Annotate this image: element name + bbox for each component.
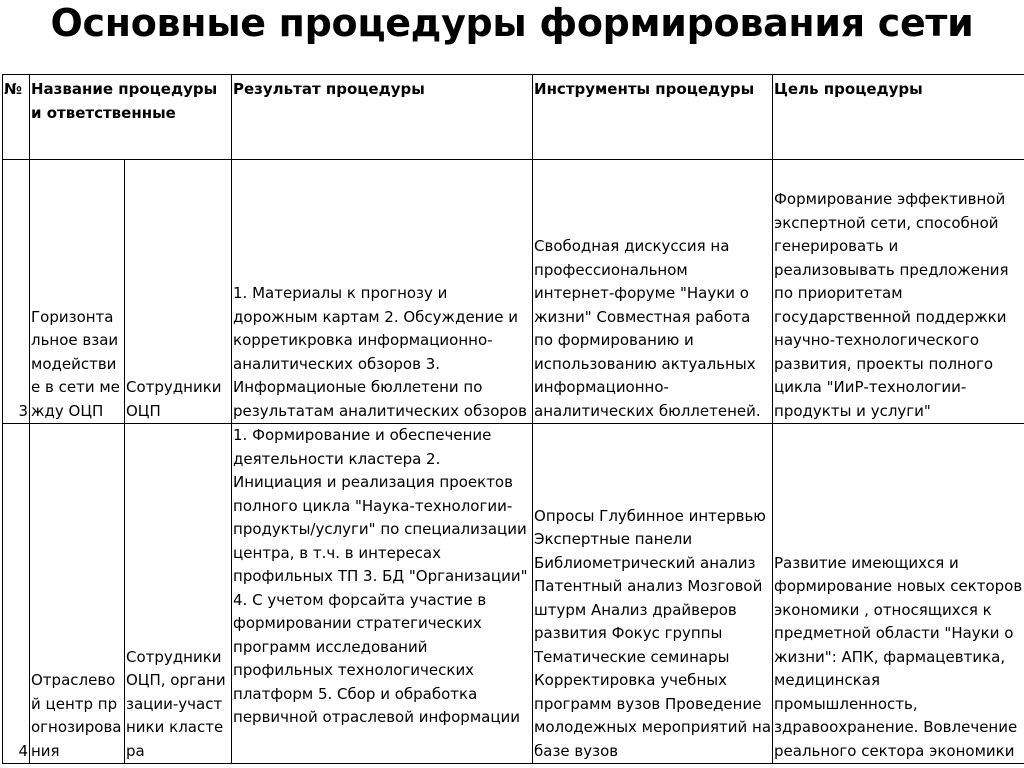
procedure-goal: Формирование эффективной экспертной сети, способной генерировать и реализовывать предложения по приоритетам государственной поддержки научно-технологического развития, проекты полного цикла "ИиР-технологии-продукты и услуги" bbox=[773, 160, 1024, 424]
row-number: 3 bbox=[3, 160, 30, 424]
header-name: Название процедуры и ответственные bbox=[30, 75, 232, 160]
table-header-row bbox=[3, 75, 1024, 160]
procedure-goal: Развитие имеющихся и формирование новых секторов экономики , относящихся к предметной области "Науки о жизни": АПК, фармацевтика, медицинская промышленность, здравоохранение. Вовлечение реального сектора экономики bbox=[773, 424, 1024, 764]
procedure-name: Отраслевой центр прогнозирования bbox=[30, 424, 125, 764]
header-result: Результат процедуры bbox=[232, 75, 533, 160]
header-tools: Инструменты процедуры bbox=[533, 75, 773, 160]
row-number: 4 bbox=[3, 424, 30, 764]
table-row bbox=[3, 160, 1024, 424]
procedure-tools: Опросы Глубинное интервью Экспертные панели Библиометрический анализ Патентный анализ Мозговой штурм Анализ драйверов развития Фокус группы Тематические семинары Корректировка учебных программ вузов Проведение молодежных мероприятий на базе вузов bbox=[533, 424, 773, 764]
header-number: № bbox=[3, 75, 30, 160]
header-goal: Цель процедуры bbox=[773, 75, 1024, 160]
procedure-responsible: Сотрудники ОЦП bbox=[125, 160, 232, 424]
slide-title: Основные процедуры формирования сети bbox=[50, 1, 974, 45]
table-row bbox=[3, 424, 1024, 764]
procedures-table bbox=[2, 74, 1024, 764]
procedure-result: 1. Материалы к прогнозу и дорожным картам 2. Обсуждение и корретикровка информационно-аналитических обзоров 3. Информационые бюллетени по результатам аналитических обзоров bbox=[232, 160, 533, 424]
procedure-result: 1. Формирование и обеспечение деятельности кластера 2. Инициация и реализация проектов полного цикла "Наука-технологии-продукты/услуги" по специализации центра, в т.ч. в интересах профильных ТП 3. БД "Организации" 4. С учетом форсайта участие в формировании стратегических программ исследований профильных технологических платформ 5. Сбор и обработка первичной отраслевой информации bbox=[232, 424, 533, 764]
procedure-tools: Свободная дискуссия на профессиональном интернет-форуме "Науки о жизни" Совместная работа по формированию и использованию актуальных информационно-аналитических бюллетеней. bbox=[533, 160, 773, 424]
procedure-name: Горизонтальное взаимодействие в сети между ОЦП bbox=[30, 160, 125, 424]
procedure-responsible: Сотрудники ОЦП, организации-участники кластера bbox=[125, 424, 232, 764]
